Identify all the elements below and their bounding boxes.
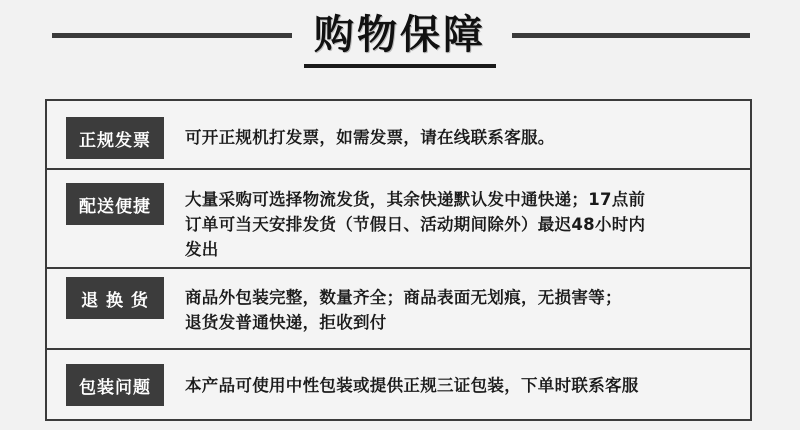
content-line: 可开正规机打发票，如需发票，请在线联系客服。	[185, 128, 555, 147]
guarantee-panel	[45, 99, 752, 421]
section-delivery	[47, 170, 750, 267]
section-label: 正规发票	[66, 117, 164, 159]
title-box	[302, 6, 498, 64]
title-underline	[304, 64, 496, 68]
content-line: 订单可当天安排发货（节假日、活动期间除外）最迟48小时内	[185, 215, 646, 234]
content-line: 退货发普通快递，拒收到付	[185, 313, 387, 332]
content-line: 发出	[185, 240, 219, 259]
section-label: 配送便捷	[66, 183, 164, 225]
content-line: 大量采购可选择物流发货，其余快递默认发中通快递；17点前	[185, 190, 646, 209]
header-left-rule	[52, 33, 292, 38]
section-content	[185, 373, 733, 398]
section-label: 退 换 货	[66, 277, 164, 319]
section-content	[185, 125, 733, 150]
content-line: 本产品可使用中性包装或提供正规三证包装，下单时联系客服	[185, 376, 639, 395]
section-returns	[47, 269, 750, 348]
content-line: 商品外包装完整，数量齐全；商品表面无划痕，无损害等；	[185, 288, 622, 307]
section-label: 包装问题	[66, 364, 164, 406]
section-packaging	[47, 350, 750, 419]
header-right-rule	[512, 33, 750, 38]
page-header	[0, 0, 800, 72]
section-invoice	[47, 101, 750, 168]
section-content	[185, 187, 733, 262]
page-title: 购物保障	[314, 12, 486, 58]
section-content	[185, 285, 733, 335]
